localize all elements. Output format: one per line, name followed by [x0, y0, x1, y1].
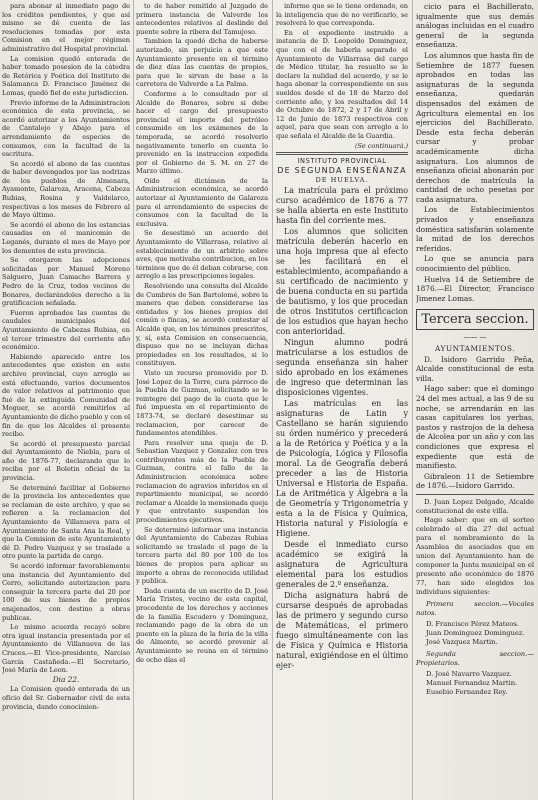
- column-2: [136, 2, 268, 798]
- paragraph: Los de Establecimientos privados y enseñanza doméstica satisfarán solamente la mitad de los derechos referidos.: [416, 205, 534, 253]
- paragraph: Gibraleon 11 de Setiembre de 1876.—Isidoro Garrido.: [416, 471, 534, 491]
- notice-block: [416, 498, 534, 697]
- paragraph: to de haber remitido al Juzgado de primera instancia de Valverde los antecedentes relativos al deslinde del puente sobre la ribera del Tamujoso.: [136, 2, 268, 36]
- paragraph: Ningun alumno podrá matricularse a los estudios de segunda enseñanza sin haber sido aprobado en los exámenes de ingreso que determinan las disposiciones vigentes.: [276, 337, 408, 397]
- paragraph: Se acordó el presupuesto parcial del Ayuntamiento de Niebla, para el año de 1876-77, declarando que lo reciba por el Boletin oficial de la provincia.: [2, 439, 130, 483]
- section-rule: [276, 152, 408, 155]
- notice-intro: D. Juan Lopez Delgado, Alcalde constitucional de este villa.: [416, 497, 534, 515]
- paragraph: Lo mismo acuerda recayó sobre otra igual instancia presentada por el Ayuntamiento de Villanueva de las Cruces.—El Vice-presidente, Narciso García Castañeda.—El Secretario, José María de Leon.: [2, 623, 130, 675]
- paragraph: para abonar al inmediato pago de los créditos pendientes, y que así mismo se dé cuenta de las resoluciones tomadas por esta Comision en el mejor régimen administrativo del Hospital provincial.: [2, 2, 130, 53]
- notice-body: Hago saber: que en el sorteo celebrado el dia 27 del actual para el nombramiento de la Asamblea de asociados que en union del Ayuntamiento han de componer la Junta municipal en el presente año económico de 1876 77, han sido elegidos los individuos siguientes:: [416, 515, 534, 596]
- paragraph: D. Isidoro Garrido Peña, Alcalde constitucional de esta villa.: [416, 354, 534, 383]
- notice-name: D. Francisco Pérez Mateos.: [426, 619, 519, 628]
- notice-name: D. José Navarro Vazquez.: [426, 669, 512, 678]
- paragraph: Las matrículas en las asignaturas de Latin y Castellano se harán siguiendo su órden numérico y precederá a la de Retórica y Poética y a la de Psicología, Lógica y Filosofía moral. La de Geografía deberá preceder a las de Historia Universal e Historia de España. La de Aritmética y Álgebra a la de Geometría y Trigonometría y esta a la de Física y Química, Historia natural y Fisiología e Higiene.: [276, 398, 408, 538]
- notice-name: José Vazquez Martin.: [426, 637, 498, 646]
- paragraph: Se acordó informar favorablemente una instancia del Ayuntamiento del Cerro, solicitando autorizacion para conseguir la tercera parte del 20 por 100 de sus bienes de propios enajenados, con destino a obras publicas.: [2, 562, 130, 622]
- paragraph: Oido el dictámen de la Administracion económica, se acordó autorizar al Ayuntamiento de Galaroza para el arrendamiento de especies de consumos con la facultad de la exclusiva.: [136, 176, 268, 228]
- notice-name: Juan Dominguez Dominguez.: [426, 628, 525, 637]
- paragraph: Resolviendo una consulta del Alcalde de Cumbres de San Bartolomé, sobre la manera que deben considerarse las entidades y los bienes propios del común o fincas, se acordó contestar al Alcalde que, en los términos prescritos, y, sí, esta Comision en consecuencia, dispuso que no se incluyan dichas propiedades en los resultados, si lo constituyen.: [136, 282, 268, 368]
- paragraph: Los alumnos que soliciten matrícula deberán hacerlo en una hoja impresa que al efecto se les facilitará en el establecimiento, acompañando a su certificado de nacimiento y de buena conducta en su partida de bautismo, y los que procedan de otros Institutos certificacion de los estudios que hayan hecho con anterioridad.: [276, 226, 408, 336]
- paragraph: Para resolver una queja de D. Sebastian Vazquez y Gonzalez con tres contribuyentes más de la Puebla de Guzman, contra el fallo de la Administracion económica sobre reclamacion de agravios inferidos en el repartimiento municipal, se acordó reclamar a Alcalde la mensionada queja y que entretanto suspendan los procedimientos ejecutivos.: [136, 438, 268, 525]
- column-4: [416, 2, 534, 798]
- paragraph: La comision quedó enterada de haber tomado posesion de la cátedra de Retórica y Poética del Instituto de Salamanca D. Francisco Jiménez de Lomas, quedó fiel de este jurisdiccion.: [2, 54, 130, 97]
- paragraph: Dicha asignatura habrá de cursarse después de aprobadas las de primero y segundo curso de Matemáticas, el primero fuego simultáneamente con las de Física y Química e Historia natural, exigiéndose en el último ejer-: [276, 590, 408, 670]
- column-3: [276, 2, 408, 798]
- continued-note: (Se continuará.): [354, 141, 408, 150]
- paragraph: Dada cuenta de un escrito de D. José María Tristes, vecino de esta capital, procedente de los derechos y acciones de la familia Escudero y Dominguez, reclamando pago de la obra de un puente en la plaza de la feria de la villa de Almonte, se acordó prevenir al Ayuntamiento se reuna en el término de ocho días el: [136, 586, 268, 664]
- paragraph: Se otorgaron las adopciones solicitadas por Manuel Moreno Salguero, Juan Camacho Barrera y Pedro de la Cruz, todos vecinos de Bonares, declarándoles derecho a la gratificacion señalada.: [2, 256, 130, 308]
- paragraph: Huelva 14 de Setiembre de 1876.—El Director, Francisco Jimenez Lomas.: [416, 274, 534, 303]
- paragraph: Se acordó el abono de las cuentas de haber devengados por las nodrizas de los pueblos de Almenara, Ayamonte, Galaroza, Aracena, Cabeza Rubias, Rosina y Valdelarco, respectivas a los meses de Febrero al de Mayo último.: [2, 159, 130, 220]
- section-title: Tercera seccion.: [416, 309, 534, 330]
- paragraph: Lo que se anuncia para conocimiento del público.: [416, 254, 534, 274]
- paragraph: La matrícula para el próximo curso académico de 1876 a 77 se halla abierta en este Instituto hasta fin del corriente mes.: [276, 185, 408, 225]
- column-1: [2, 2, 130, 798]
- paragraph: Hago saber: que el domingo 24 del mes actual, a las 9 de su noche, se arrendarán en las casas capitulares los yerbas, pastos y rastrojos de la dehesa de Alcolea por un año y con las condiciones que expresa el expediente que está de manifiesto.: [416, 384, 534, 471]
- notice-name: Eusebio Fernandez Rey.: [426, 687, 508, 696]
- notice-category: Primera seccion.—Vocales natos.: [416, 599, 534, 617]
- paragraph: En el expediente instruido a instancia de D. Leopoldo Dominguez, que con el de haberla separado el Ayuntamiento de Villarrasa del cargo de Médico titular, ha resuelto se le declare la nulidad del acuerdo, y se le haga abonar la correspondiente en sus sueldos desde el de 18 de Marzo del corriente año, y los resultados del 14 de Octubre de 1872, 2 y 17 de Abril y 12 de Junio de 1873 respectivos con aquel, para que sean con arreglo a lo que señala el Alcalde de la Guardia.: [276, 28, 408, 140]
- paragraph: cicio para el Bachillerato, igualmente que sus demás análogas incluidas en el cuadro general de la segunda enseñanza.: [416, 2, 534, 50]
- section-separator: —— —: [463, 333, 487, 342]
- paragraph: Se acordó el abono de los estancias causadas en el manicomio de Leganés, durante el mes de Mayo por los dementes de esta provincia.: [2, 220, 130, 255]
- column-divider: [133, 0, 134, 800]
- notice-category: Segunda seccion.—Propietarios.: [416, 649, 534, 667]
- institute-place: DE HUELVA.: [315, 176, 369, 185]
- column-divider: [412, 0, 413, 800]
- column-divider: [272, 0, 273, 800]
- paragraph: Los alumnos que hasta fin de Setiembre de 1877 fuesen aprobados en todas las asignaturas de la segunda enseñanza, quedarán dispensados del exámen de Agricultura elemental en los ejercicios del Bachillerato. Desde esta fecha deberán cursar y probar académicamente dicha asignatura. Los alumnos de enseñanza oficial abonarán por derechos de matrícula la cantidad de ocho pesetas por cada asignatura.: [416, 50, 534, 204]
- institute-subtitle: DE SEGUNDA ENSEÑANZA: [277, 165, 407, 175]
- section-subheading: AYUNTAMIENTOS.: [435, 344, 515, 353]
- paragraph: Desde el inmediato curso académico se exigirá la asignatura de Agricultura elemental para los estudios generales de 2.º enseñanza.: [276, 539, 408, 589]
- day-heading: Dia 22.: [52, 674, 80, 684]
- paragraph: Conforme a lo consultado por el Alcalde de Bonares, sobre si debe hacer el cargo del presupuesto provincial el importe del petróleo consumido en los exámenes de la temporada, se acordó resolverlo negativamente tenerlo en cuenta lo prevenido en la instruccion expedida por el Gobierno de S. M. en 27 de Marzo último.: [136, 89, 268, 176]
- paragraph: Se desestimó un acuerdo del Ayuntamiento de Villarrasa, relativo al establecimiento de un arbitrio sobre aves, que motivaba contribucion, en los términos que de él deban cobrarse, con arreglo a las prescripciones legales.: [136, 229, 268, 281]
- paragraph: Fueron aprobados las cuentas de caudales municipales del Ayuntamiento de Cabezas Rubias, en el tercer trimestre del corriente año económico.: [2, 308, 130, 352]
- paragraph: Se determinó facilitar al Gobierno de la provincia los antecedentes que se reclaman de este archivo, y que se refieren a la reclamacion del Ayuntamiento de Villanueva para el Ayuntamiento de Santa Ana la Real, y que la Comision de este Ayuntamiento dé D. Pedro Vazquez y se traslade a otro punto la partida de cargo.: [2, 483, 130, 561]
- paragraph: La Comision quedó enterada de un oficio del Sr. Gobernador civil de esta provincia, dando conocimien-: [2, 685, 130, 711]
- paragraph: Habiendo aparecido entre los antecedentes que existen en este archivo provincial, cuyo arreglo se está efectuando, varios documentos de valor relativos al patrimonio que fué de la extinguida Comunidad de Moguer, se acordó remitirlos al Ayuntamiento de dicho pueblo y con el fin de que los Alcaldes el presente recibo.: [2, 352, 130, 439]
- institute-title: INSTITUTO PROVINCIAL: [297, 157, 387, 166]
- paragraph: Visto un recurso promovido por D. José Lopez de la Torre, cura párroco de la Puebla de Guzman, solicitando se le reintegre del pago de la cuota que le fué impuesta en el repartimiento de 1873-74, se declaró desestimar su reclamacion, por carecer de fundamentos atendibles.: [136, 368, 268, 438]
- paragraph: Previo informe de la Administracion económica de esta provincia, se acordó autorizar a los Ayuntamientos de Cantalejo y Abajo para el arrendamiento de especies de consumos, con la facultad de la escritura.: [2, 98, 130, 159]
- divider: [416, 494, 534, 495]
- notice-name: Manuel Fernandez Martin.: [426, 678, 518, 687]
- paragraph: informe que se le tiene ordenado, en la inteligencia que de no verificarlo, se resolverá lo que corresponda.: [276, 2, 408, 28]
- paragraph: Se determinó informar una instancia del Ayuntamiento de Cabezas Rubias solicitando se traslade el pago de la tercera parte del 80 por 100 de los bienes de propios para aplicar su importe a obras de reconocida utilidad y publica.: [136, 525, 268, 586]
- paragraph: Tambien la quedó dicha de haberse autorizado, sin perjuicio a que este Ayuntamiento presente en el término de diez días las cuentas de propios, para que le sirvan de base a la carretera de Valverde a La Palma.: [136, 37, 268, 89]
